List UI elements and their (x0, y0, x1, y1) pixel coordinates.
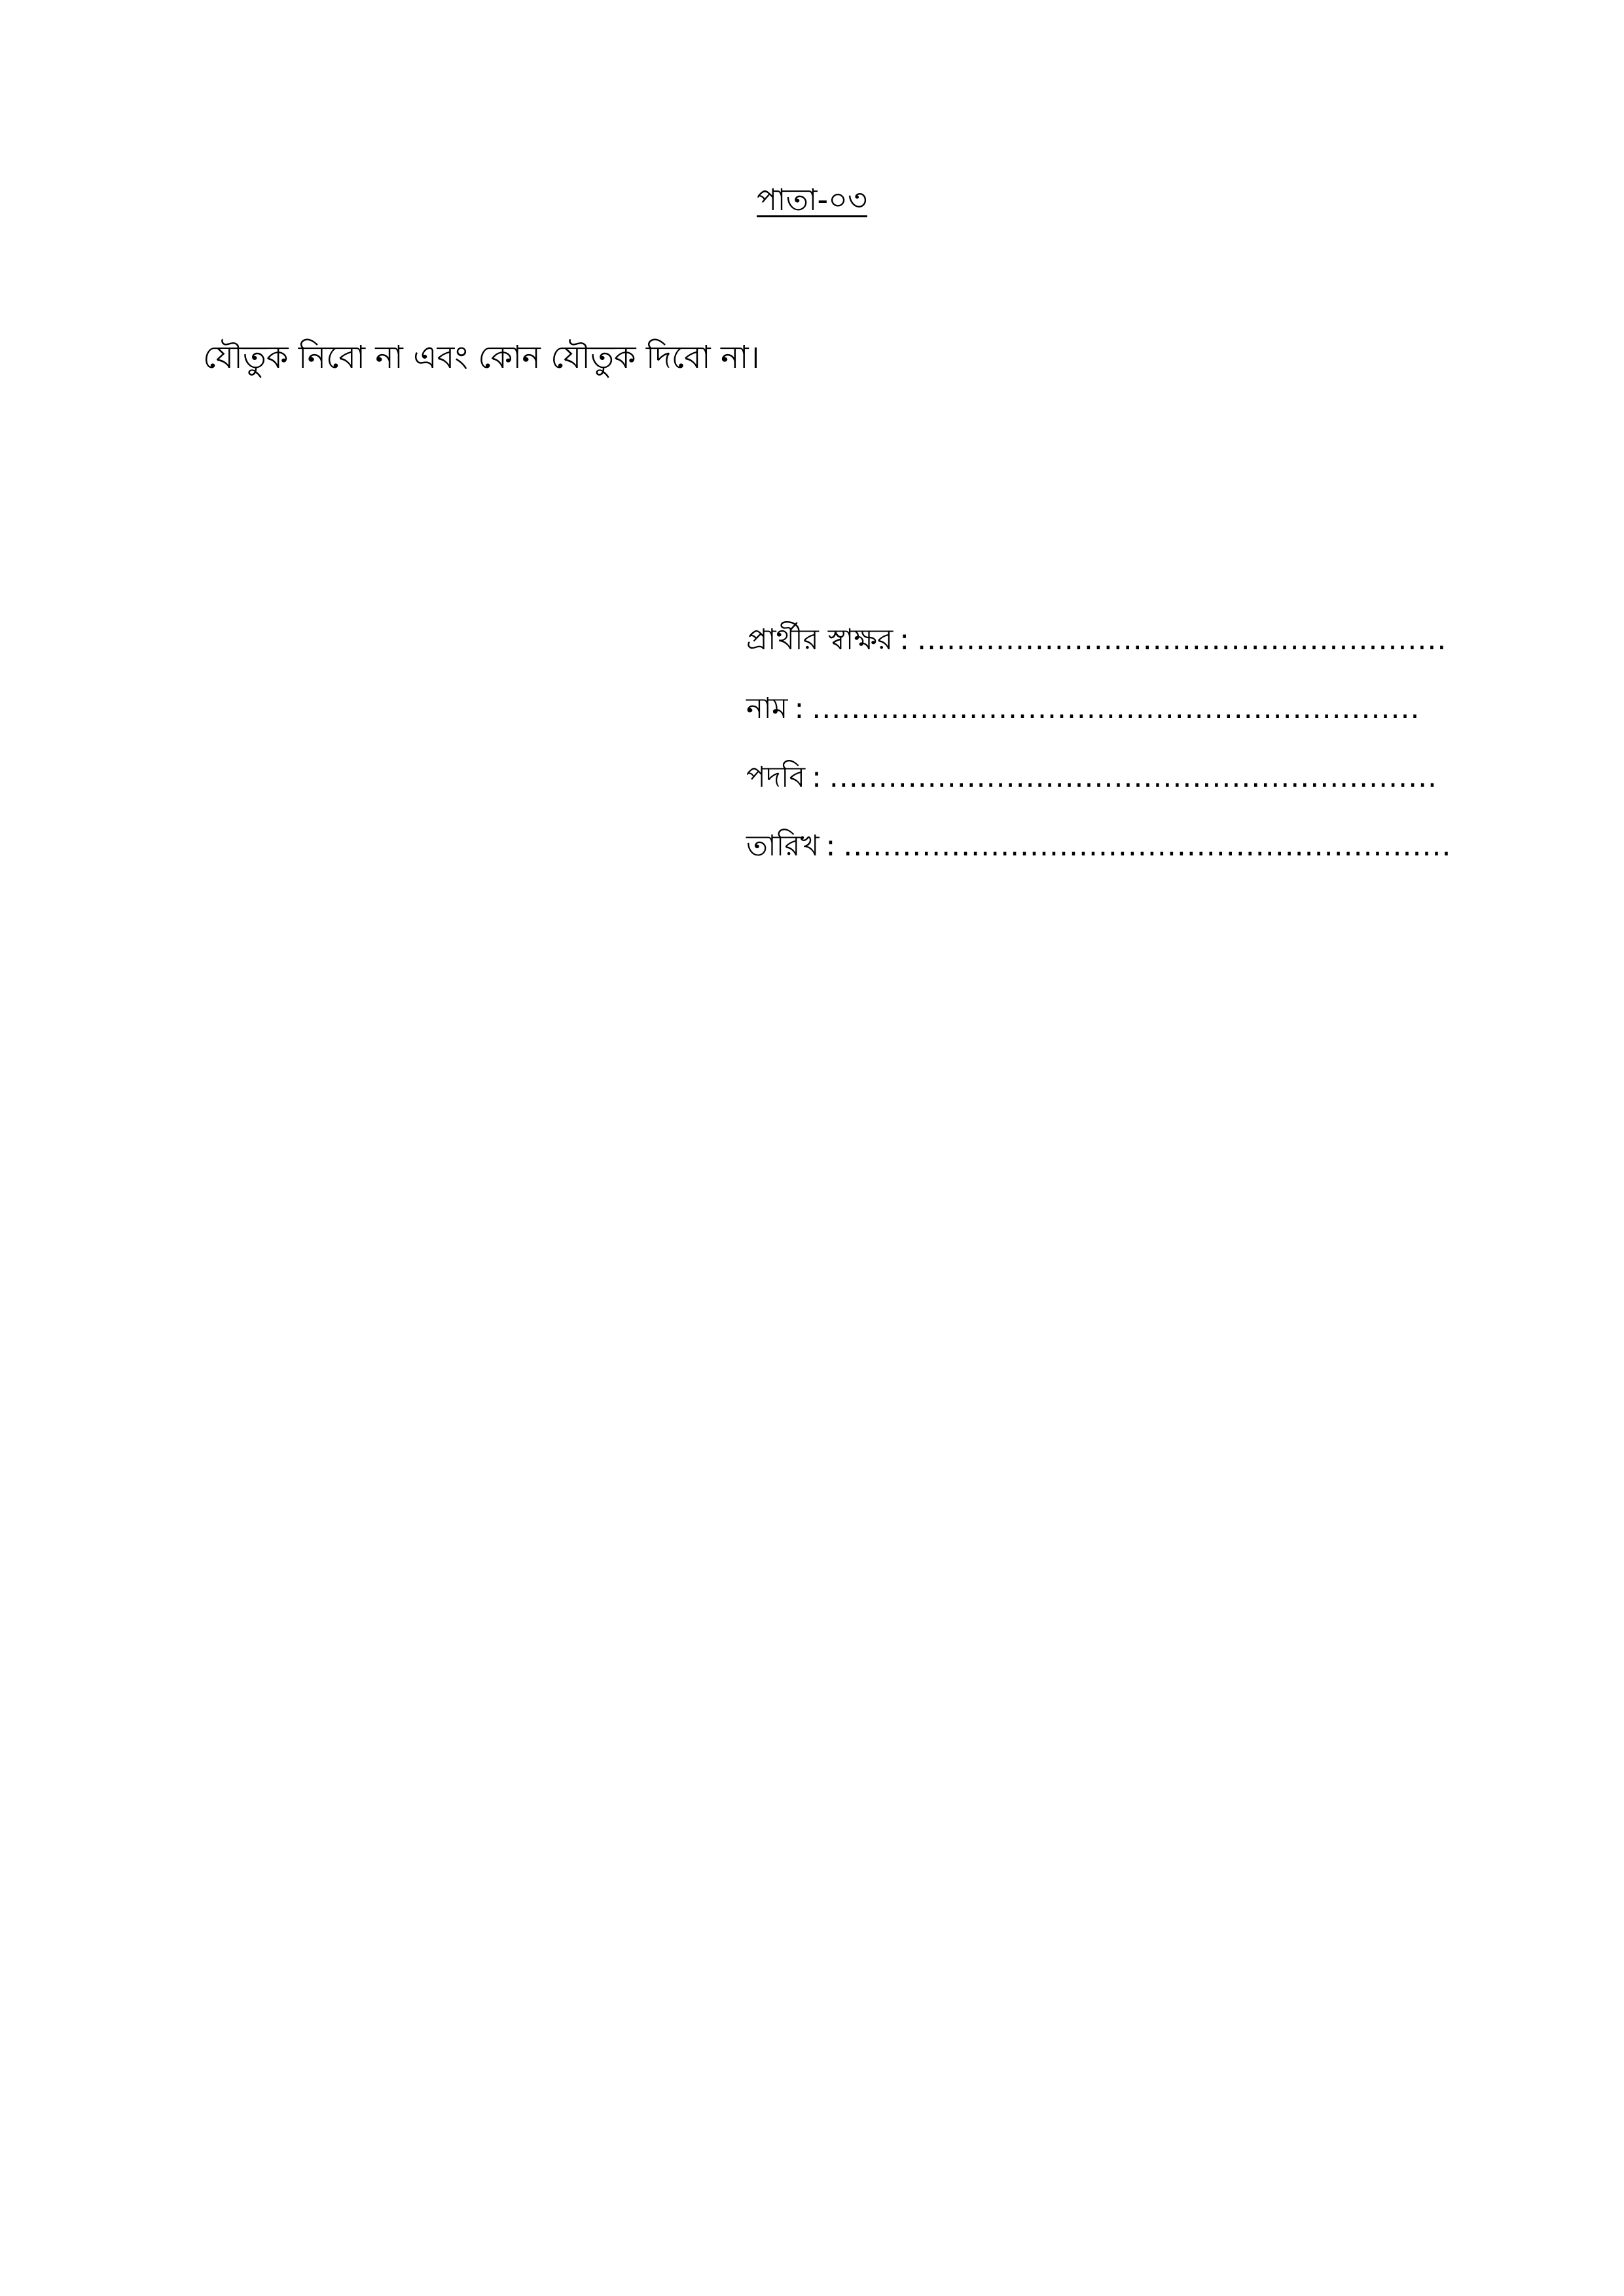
field-colon: : (812, 761, 821, 794)
page-number-text: পাতা-০৩ (757, 182, 867, 217)
designation-field-row (746, 756, 1545, 825)
field-colon: : (825, 829, 836, 863)
designation-label: পদবি (746, 761, 806, 794)
page-number (0, 177, 1624, 223)
signature-block (746, 619, 1545, 893)
date-label: তারিখ (746, 829, 820, 863)
designation-blank: .............................................................. (829, 761, 1438, 794)
signature-field-row (746, 619, 1545, 687)
name-blank: .............................................................. (812, 692, 1420, 725)
date-blank: .............................................................. (843, 829, 1452, 863)
field-colon: : (794, 692, 804, 725)
candidate-signature-blank: ...................................................... (917, 623, 1447, 656)
name-label: নাম (746, 692, 788, 725)
dowry-pledge-statement: যৌতুক নিবো না এবং কোন যৌতুক দিবো না। (203, 339, 760, 376)
candidate-signature-label: প্রার্থীর স্বাক্ষর (746, 623, 893, 656)
date-field-row (746, 825, 1545, 893)
name-field-row (746, 687, 1545, 756)
field-colon: : (899, 623, 910, 656)
